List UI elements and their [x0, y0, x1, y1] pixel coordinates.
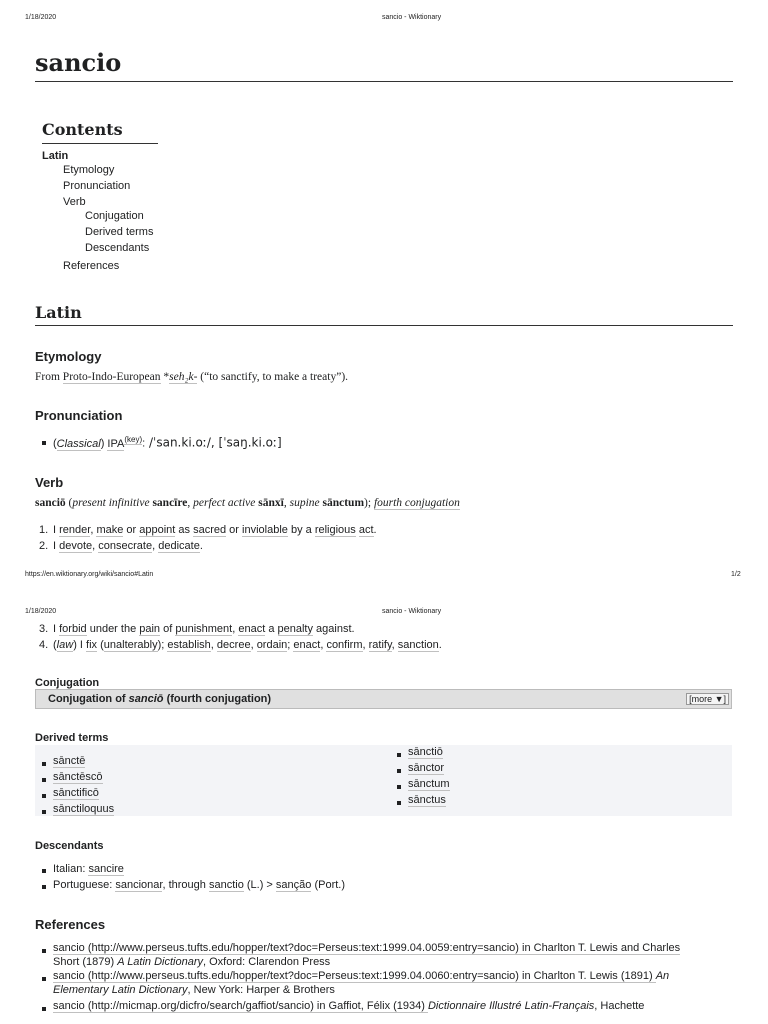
def-text: or — [226, 524, 243, 536]
show-more-button[interactable]: [more ▼] — [686, 693, 729, 705]
print-date-2: 1/18/2020 — [25, 608, 57, 615]
def-text: or — [123, 524, 140, 536]
verb-headword-line — [35, 497, 460, 509]
def-link-dedicate[interactable]: dedicate — [158, 540, 200, 552]
def-text: ( — [53, 639, 57, 651]
def-text: . — [438, 639, 442, 651]
def-text: ); — [157, 639, 168, 651]
present-infinitive-form: sancīre — [149, 497, 188, 509]
bullet — [42, 778, 46, 782]
descendant-portuguese — [53, 879, 345, 891]
bullet — [42, 885, 46, 889]
def-text: . — [199, 540, 203, 552]
pronunciation-heading: Pronunciation — [35, 408, 123, 423]
def-link-punishment[interactable]: punishment — [175, 623, 233, 635]
def-link-appoint[interactable]: appoint — [139, 524, 176, 536]
derived-term-link[interactable]: sānctor — [408, 762, 445, 774]
conj-suffix: (fourth conjugation) — [163, 693, 272, 705]
reference-title: An — [655, 970, 670, 982]
conjugation-table-header[interactable] — [35, 689, 732, 709]
def-text: I — [53, 524, 60, 536]
def-link-establish[interactable]: establish — [167, 639, 211, 651]
supine-label: supine — [289, 497, 320, 509]
descendants-heading: Descendants — [35, 840, 104, 852]
def-link-pain[interactable]: pain — [139, 623, 161, 635]
def-text: a — [265, 623, 278, 635]
bullet — [42, 977, 46, 981]
def-link-sanction[interactable]: sanction — [397, 639, 439, 651]
derived-term-link[interactable]: sānctēscō — [53, 771, 103, 783]
def-text: , — [391, 639, 398, 651]
ipa-key-link[interactable]: (key) — [124, 435, 143, 444]
def-link-make[interactable]: make — [96, 524, 124, 536]
paren-close: ) — [100, 437, 108, 450]
def-link-devote[interactable]: devote — [59, 540, 93, 552]
bullet — [397, 769, 401, 773]
def-text: , — [92, 540, 99, 552]
print-url: https://en.wiktionary.org/wiki/sancio#Latin — [25, 571, 154, 578]
print-date: 1/18/2020 — [25, 14, 57, 21]
def-link-ordain[interactable]: ordain — [256, 639, 288, 651]
def-link-law[interactable]: law — [56, 639, 74, 651]
perfect-active-form: sānxī — [255, 497, 284, 509]
reference-2-line-2 — [53, 984, 335, 996]
descendant-lang: Portuguese: — [53, 879, 116, 891]
descendant-text: (L.) > — [243, 879, 276, 891]
etymology-gloss: (“to sanctify, to make a treaty”). — [197, 371, 349, 383]
etymology-star: * — [160, 371, 170, 383]
descendant-text: , through — [162, 879, 209, 891]
derived-term-link[interactable]: sānctum — [408, 778, 450, 790]
latin-heading: Latin — [35, 303, 82, 322]
latin-divider — [35, 325, 733, 326]
bullet — [42, 869, 46, 873]
reference-1-line-1 — [53, 942, 680, 954]
fourth-conjugation-link[interactable]: fourth conjugation — [373, 497, 460, 509]
reference-link[interactable]: sancio (http://www.perseus.tufts.edu/hopper/text?doc=Perseus:text:1999.04.0059:entry=sancio) in Charlton T. Lewis and Charles — [53, 942, 681, 954]
print-page-number: 1/2 — [731, 571, 741, 578]
print-title: sancio - Wiktionary — [382, 14, 442, 21]
table-of-contents — [42, 120, 123, 139]
definition-number: 4. — [39, 639, 49, 651]
def-link-confirm[interactable]: confirm — [326, 639, 363, 651]
descendant-italian — [53, 863, 124, 875]
bullet — [42, 1007, 46, 1011]
descendant-link[interactable]: sancionar — [115, 879, 163, 891]
def-text: against. — [312, 623, 355, 635]
def-text: , — [210, 639, 217, 651]
descendant-link[interactable]: sanctio — [208, 879, 244, 891]
def-link-act[interactable]: act — [358, 524, 374, 536]
reference-text: , Hachette — [594, 1000, 645, 1012]
definition-number: 3. — [39, 623, 49, 635]
reference-2-line-1 — [53, 970, 669, 982]
bullet — [42, 762, 46, 766]
perfect-active-label: perfect active — [193, 497, 256, 509]
derived-terms-box — [35, 745, 732, 816]
reference-3 — [53, 1000, 644, 1012]
ipa-colon: : — [142, 437, 146, 450]
def-link-sacred[interactable]: sacred — [193, 524, 227, 536]
toc-item-etymology[interactable]: Etymology — [63, 164, 115, 176]
ipa-value: /ˈsan.ki.oː/, [ˈsaŋ.ki.oː] — [145, 435, 282, 450]
def-link-fix[interactable]: fix — [86, 639, 98, 651]
def-link-ratify[interactable]: ratify — [368, 639, 392, 651]
bullet — [397, 801, 401, 805]
bullet — [42, 794, 46, 798]
def-link-penalty[interactable]: penalty — [277, 623, 313, 635]
verb-p3: , — [283, 497, 290, 509]
def-text: ( — [97, 639, 104, 651]
def-text: , — [320, 639, 327, 651]
def-text: I — [53, 540, 60, 552]
pronunciation-line — [53, 435, 282, 450]
reference-text: Short (1879) — [53, 956, 118, 968]
title-divider — [35, 81, 733, 82]
reference-text: , Oxford: Clarendon Press — [203, 956, 331, 968]
def-link-enact-2[interactable]: enact — [293, 639, 321, 651]
toc-item-derived-terms[interactable]: Derived terms — [85, 226, 154, 238]
reference-title: A Latin Dictionary — [117, 956, 204, 968]
toc-item-descendants[interactable]: Descendants — [85, 242, 150, 254]
bullet — [42, 441, 46, 445]
def-text: , — [362, 639, 369, 651]
def-link-enact[interactable]: enact — [238, 623, 266, 635]
supine-form: sānctum — [319, 497, 365, 509]
ipa-link[interactable]: IPA — [107, 437, 125, 450]
definition-4 — [39, 639, 442, 651]
conj-prefix: Conjugation of — [48, 693, 129, 705]
definition-number: 2. — [39, 540, 49, 552]
bullet — [397, 753, 401, 757]
conj-word: sanciō — [128, 693, 164, 705]
descendant-text: (Port.) — [311, 879, 346, 891]
verb-p2: , — [187, 497, 194, 509]
present-infinitive-label: present infinitive — [72, 497, 150, 509]
pie-link[interactable]: Proto-Indo-European — [62, 371, 161, 383]
def-link-unalterably[interactable]: unalterably — [103, 639, 158, 651]
verb-p1: ( — [65, 497, 73, 509]
def-link-decree[interactable]: decree — [216, 639, 251, 651]
derived-terms-heading: Derived terms — [35, 732, 109, 744]
def-text: as — [175, 524, 194, 536]
def-link-forbid[interactable]: forbid — [59, 623, 87, 635]
reference-title: Dictionnaire Illustré Latin-Français — [427, 1000, 595, 1012]
toc-item-latin[interactable]: Latin — [42, 150, 69, 162]
toc-title-underline — [42, 143, 158, 144]
definition-1 — [39, 524, 377, 536]
print-title-2: sancio - Wiktionary — [382, 608, 442, 615]
verb-heading: Verb — [35, 475, 64, 490]
etymology-text — [35, 371, 348, 383]
def-link-render[interactable]: render — [59, 524, 91, 536]
descendant-link[interactable]: sancire — [88, 863, 124, 875]
paren-open: ( — [53, 437, 57, 450]
def-text: . — [373, 524, 377, 536]
toc-item-pronunciation[interactable]: Pronunciation — [63, 180, 131, 192]
def-text: ; — [287, 639, 294, 651]
classical-link[interactable]: Classical — [56, 437, 101, 450]
page-title: sancio — [35, 48, 122, 77]
etymology-heading: Etymology — [35, 349, 102, 364]
verb-p4: ); — [364, 497, 374, 509]
reference-link[interactable]: sancio (http://micmap.org/dicfro/search/gaffiot/sancio) in Gaffiot, Félix (1934) — [53, 1000, 428, 1012]
definition-number: 1. — [39, 524, 49, 536]
derived-term-link[interactable]: sānctificō — [53, 787, 99, 799]
toc-title: Contents — [42, 120, 123, 139]
derived-term-link[interactable]: sānctus — [408, 794, 446, 806]
root-link[interactable]: seh₂k- — [169, 371, 198, 383]
reference-title: Elementary Latin Dictionary — [53, 984, 188, 996]
bullet — [397, 785, 401, 789]
def-text: I — [53, 623, 60, 635]
def-text: , — [250, 639, 257, 651]
toc-item-verb[interactable]: Verb — [63, 196, 86, 208]
derived-term-link[interactable]: sānctē — [53, 755, 86, 767]
conjugation-heading: Conjugation — [35, 677, 100, 689]
toc-item-references[interactable]: References — [63, 260, 120, 272]
derived-term-link[interactable]: sānctiō — [408, 746, 443, 758]
def-text: , — [90, 524, 97, 536]
reference-text: , New York: Harper & Brothers — [187, 984, 335, 996]
reference-link[interactable]: sancio (http://www.perseus.tufts.edu/hopper/text?doc=Perseus:text:1999.04.0060:entry=sancio) in Charlton T. Lewis (1891) — [53, 970, 656, 982]
references-heading: References — [35, 917, 106, 932]
descendant-link[interactable]: sanção — [275, 879, 312, 891]
def-text: ) I — [73, 639, 87, 651]
def-text: under the — [86, 623, 140, 635]
reference-1-line-2 — [53, 956, 330, 968]
etymology-from: From — [35, 371, 63, 383]
def-link-consecrate[interactable]: consecrate — [98, 540, 153, 552]
derived-term-link[interactable]: sānctiloquus — [53, 803, 115, 815]
definition-2 — [39, 540, 203, 552]
toc-item-conjugation[interactable]: Conjugation — [85, 210, 144, 222]
headword: sanciō — [35, 497, 66, 509]
descendant-lang: Italian: — [53, 863, 89, 875]
def-link-inviolable[interactable]: inviolable — [242, 524, 288, 536]
def-text: of — [160, 623, 176, 635]
bullet — [42, 810, 46, 814]
def-link-religious[interactable]: religious — [314, 524, 356, 536]
def-text: by a — [287, 524, 315, 536]
bullet — [42, 949, 46, 953]
def-text: , — [232, 623, 239, 635]
conjugation-table-title — [48, 693, 271, 705]
definition-3 — [39, 623, 355, 635]
def-text: , — [152, 540, 159, 552]
